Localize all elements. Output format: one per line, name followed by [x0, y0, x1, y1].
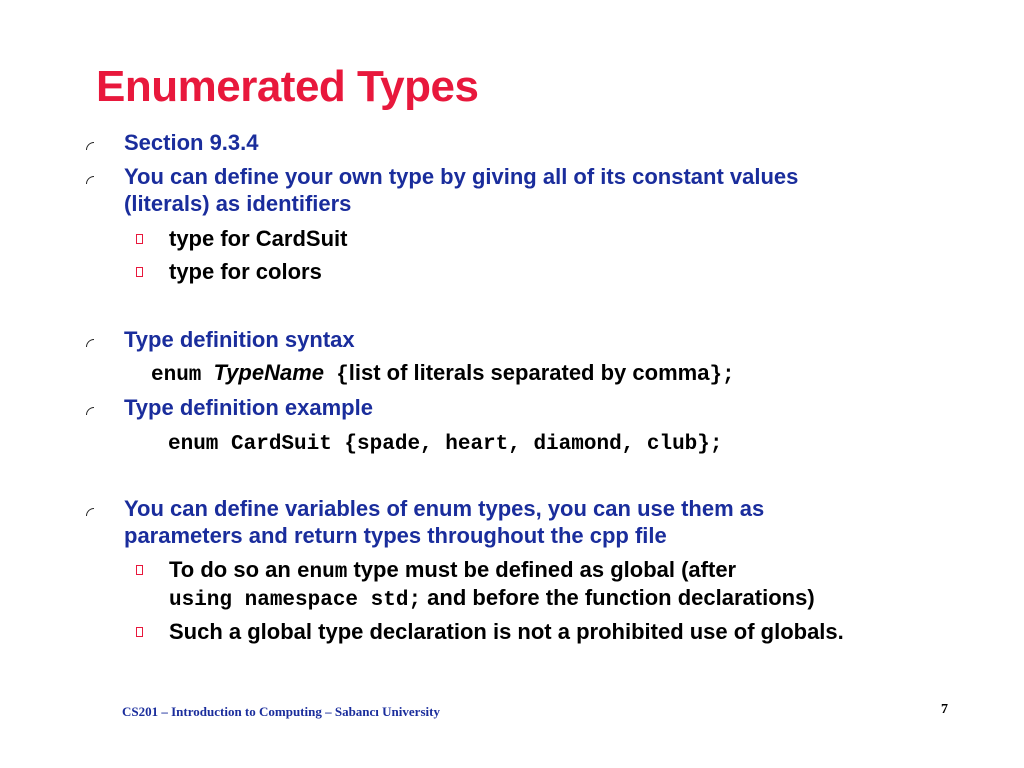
example-code-line [168, 428, 723, 459]
enum-keyword: enum [151, 364, 202, 387]
sub-bullet-global-line2 [169, 584, 815, 615]
global-pre-text: To do so an [169, 557, 291, 582]
bullet-marker-icon [86, 407, 94, 415]
sub-bullet-cardsuit: type for CardSuit [169, 226, 348, 251]
bullet-example: Type definition example [124, 395, 373, 420]
literals-placeholder: list of literals separated by comma [348, 360, 710, 385]
page-number: 7 [941, 702, 948, 717]
bullet-marker-icon [86, 176, 94, 184]
slide-title: Enumerated Types [96, 62, 479, 111]
bullet-variables-line1: You can define variables of enum types, you can use them as [124, 496, 765, 521]
sub-bullet-marker-icon [136, 267, 143, 277]
bullet-define-type-line2: (literals) as identifiers [124, 191, 352, 216]
sub-bullet-not-prohibited: Such a global type declaration is not a prohibited use of globals. [169, 619, 844, 644]
bullet-define-type-line1: You can define your own type by giving all of its constant values [124, 164, 799, 189]
global-post-text: type must be defined as global (after [353, 557, 737, 582]
footer-course: CS201 – Introduction to Computing – Sabancı University [122, 704, 440, 719]
open-brace: { [336, 364, 349, 387]
sub-bullet-global-line1 [169, 556, 736, 587]
bullet-syntax: Type definition syntax [124, 327, 355, 352]
typename-placeholder: TypeName [213, 360, 324, 385]
bullet-marker-icon [86, 508, 94, 516]
using-namespace-code: using namespace std; [169, 589, 422, 612]
enum-inline-code: enum [296, 561, 348, 584]
sub-bullet-marker-icon [136, 565, 143, 575]
close-brace: }; [709, 364, 735, 387]
example-code: enum CardSuit {spade, heart, diamond, club}; [168, 433, 723, 456]
bullet-marker-icon [86, 142, 94, 150]
bullet-variables-line2: parameters and return types throughout the cpp file [124, 523, 667, 548]
syntax-line [151, 359, 735, 390]
sub-bullet-marker-icon [136, 627, 143, 637]
bullet-section: Section 9.3.4 [124, 130, 259, 155]
global-post2-text: and before the function declarations) [427, 585, 815, 610]
sub-bullet-marker-icon [136, 234, 143, 244]
bullet-marker-icon [86, 339, 94, 347]
sub-bullet-colors: type for colors [169, 259, 322, 284]
